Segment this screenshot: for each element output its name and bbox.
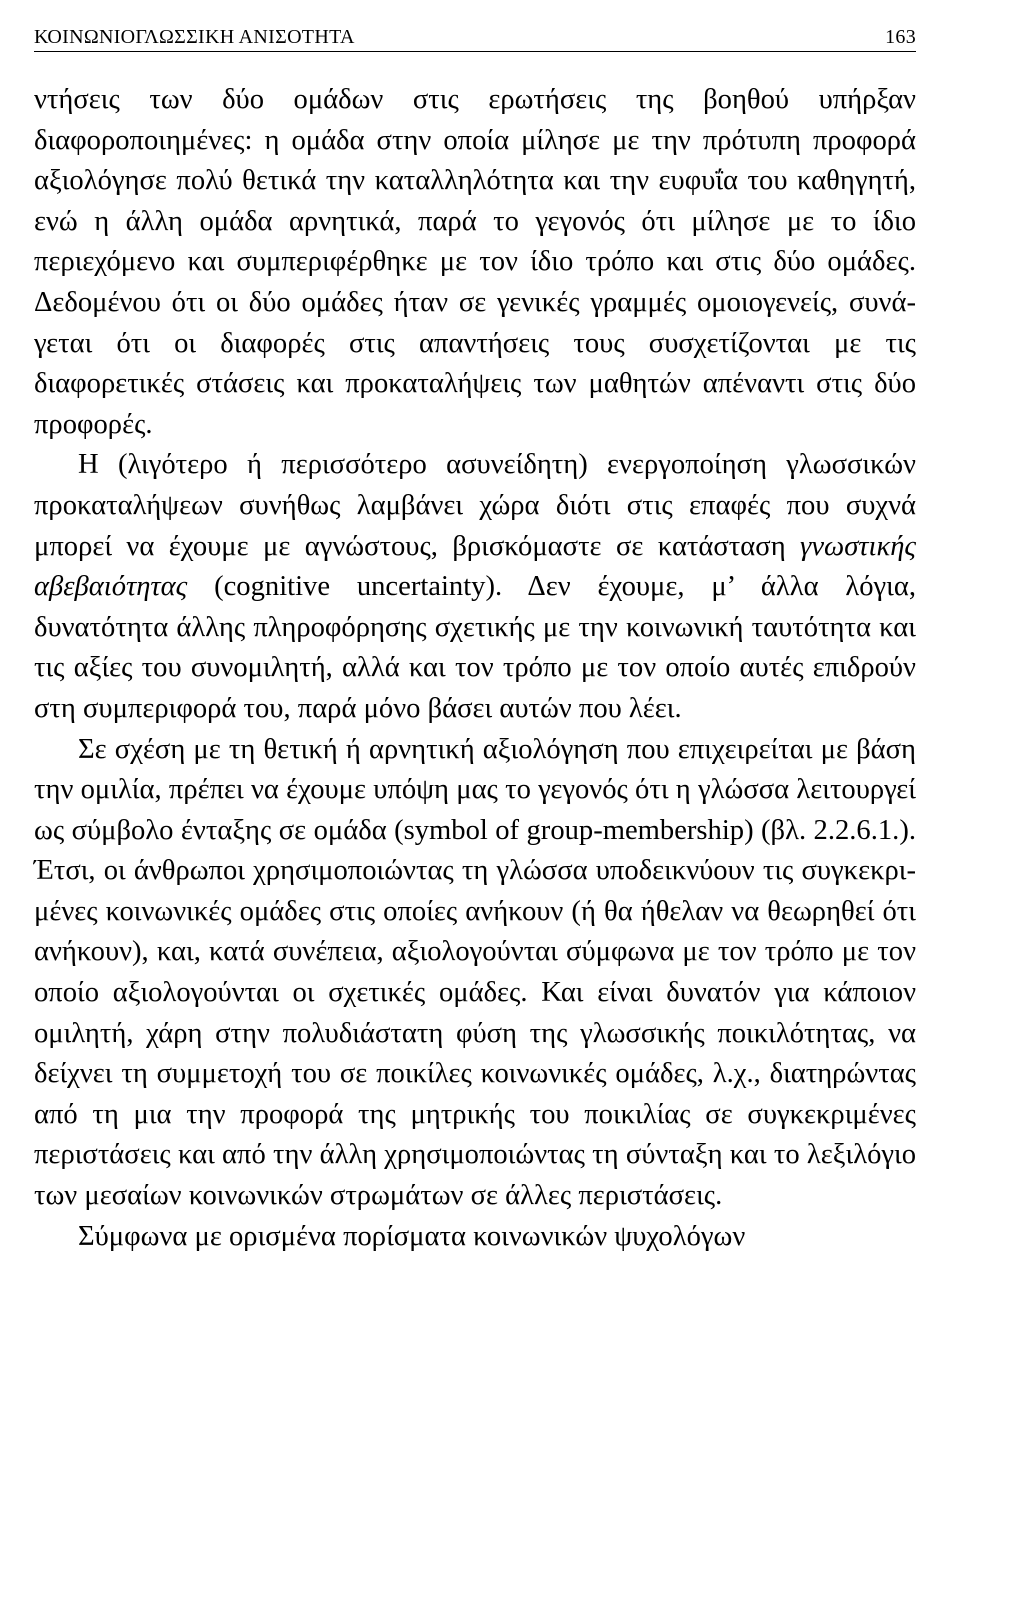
paragraph-1: ντήσεις των δύο ομάδων στις ερωτήσεις της βοηθού υπήρξαν διαφοροποιημένες: η ομάδα στην οποία μίλησε με την πρότυπη προφορά αξιολόγησε πολύ θετικά την καταλληλότητα και την ευφυΐα του καθηγητή, ενώ η άλλη ομάδα αρνητικά, παρά το γεγονός ότι μίλησε με το ίδιο περιεχόμενο και συμπεριφέρθηκε με τον ίδιο τρόπο και στις δύο ομάδες. Δεδομένου ότι οι δύο ομάδες ήταν σε γενικές γραμμές ομοιογενείς, συνάγεται ότι οι διαφορές στις απαντήσεις τους συσχετίζονται με τις διαφορετικές στάσεις και προκαταλήψεις των μαθητών απέναντι στις δύο προφορές. bbox=[34, 84, 916, 440]
page-number: 163 bbox=[885, 26, 916, 48]
body-text bbox=[34, 80, 916, 1257]
paragraph-3: Σε σχέση με τη θετική ή αρνητική αξιολόγηση που επιχειρείται με βάση την ομιλία, πρέπει να έχουμε υπόψη μας το γεγονός ότι η γλώσσα λειτουργεί ως σύμβολο ένταξης σε ομάδα (symbol of group-membership) (βλ. 2.2.6.1.). Έτσι, οι άνθρωποι χρησιμοποιώντας τη γλώσσα υποδεικνύουν τις συγκεκριμένες κοινωνικές ομάδες στις οποίες ανήκουν (ή θα ήθελαν να θεωρηθεί ότι ανήκουν), και, κατά συνέπεια, αξιολογούνται σύμφωνα με τον τρόπο με τον οποίο αξιολογούνται οι σχετικές ομάδες. Και είναι δυνατόν για κάποιον ομιλητή, χάρη στην πολυδιάστατη φύση της γλωσσικής ποικιλότητας, να δείχνει τη συμμετοχή του σε ποικίλες κοινωνικές ομάδες, λ.χ., διατηρώντας από τη μια την προφορά της μητρικής του ποικιλίας σε συγκεκριμένες περιστάσεις και από την άλλη χρησιμοποιώντας τη σύνταξη και το λεξιλόγιο των μεσαίων κοινωνικών στρωμάτων σε άλλες περιστάσεις. bbox=[34, 733, 916, 1212]
paragraph-2 bbox=[34, 445, 916, 729]
paragraph-2-text-a: Η (λιγότερο ή περισσότερο ασυνείδητη) ενεργοποίηση γλωσσικών προκαταλήψεων συνήθως λαμβάνει χώρα διότι στις επαφές που συχνά μπορεί να έχουμε με αγνώστους, βρισκόμαστε σε κατάσταση bbox=[34, 449, 916, 562]
running-header bbox=[34, 24, 916, 52]
paragraph-4: Σύμφωνα με ορισμένα πορίσματα κοινωνικών ψυχολόγων bbox=[78, 1220, 746, 1252]
italic-term: γνωστικής αβεβαιότητας bbox=[34, 530, 916, 603]
paragraph-2-text-b: (cognitive uncertainty). Δεν έχουμε, μ’ άλλα λόγια, δυνατότητα άλλης πληροφόρησης σχετικής με την κοινωνική ταυτότητα και τις αξίες του συνομιλητή, αλλά και τον τρόπο με τον οποίο αυτές επιδρούν στη συμπεριφορά του, παρά μόνο βάσει αυτών που λέει. bbox=[34, 571, 916, 724]
running-title: ΚΟΙΝΩΝΙΟΓΛΩΣΣΙΚΗ ΑΝΙΣΟΤΗΤΑ bbox=[34, 26, 355, 48]
book-page bbox=[34, 24, 916, 1257]
